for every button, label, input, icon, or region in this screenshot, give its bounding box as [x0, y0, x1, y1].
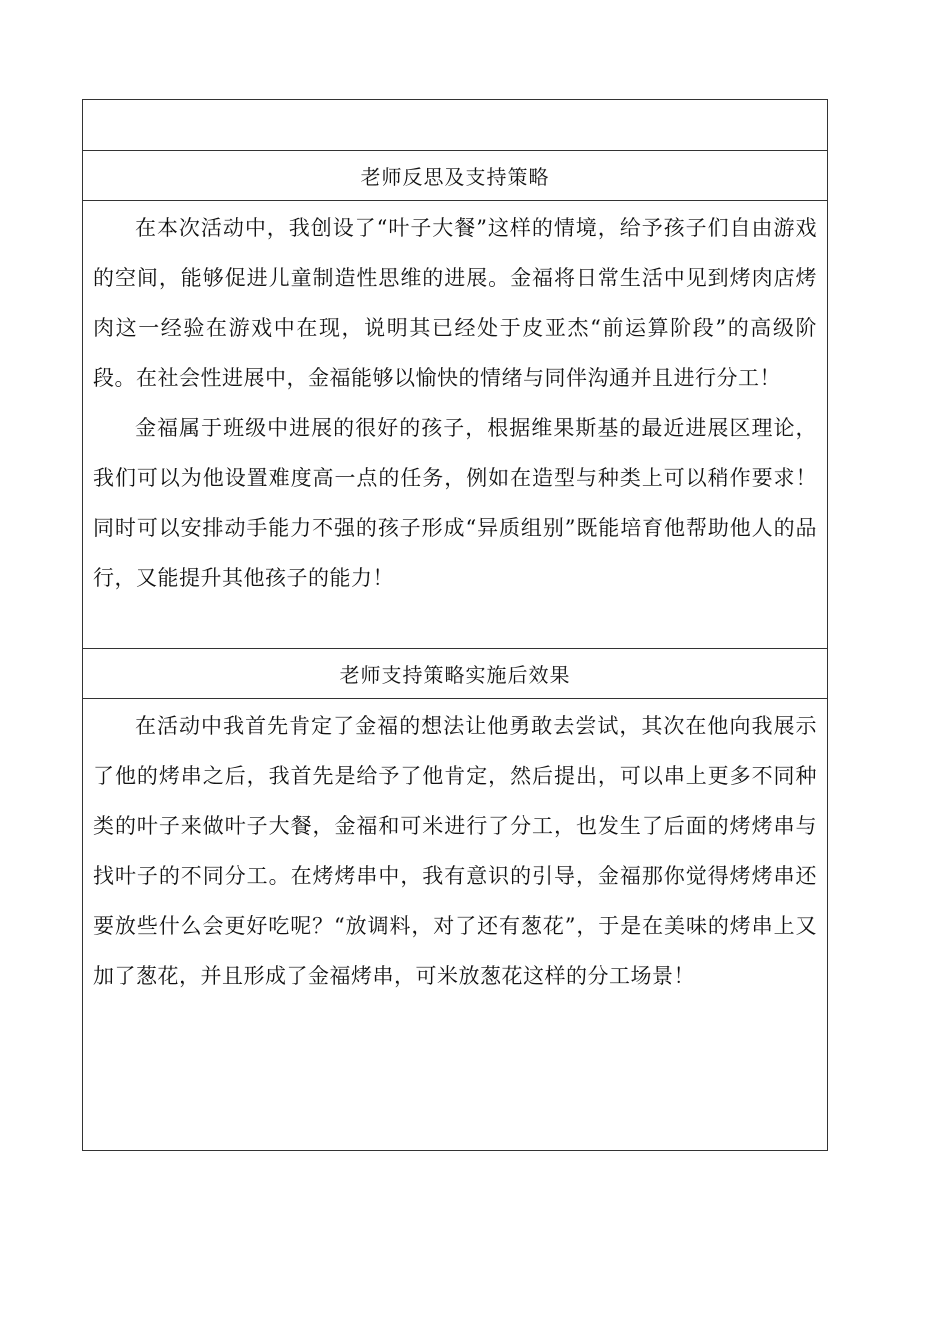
section-heading-reflection — [83, 151, 827, 201]
effect-heading-text: 老师支持策略实施后效果 — [339, 663, 571, 687]
reflection-body — [83, 201, 827, 649]
reflection-heading-text: 老师反思及支持策略 — [360, 165, 550, 189]
reflection-paragraph-1: 在本次活动中，我创设了“叶子大餐”这样的情境，给予孩子们自由游戏的空间，能够促进儿童制造性思维的进展。金福将日常生活中见到烤肉店烤肉这一经验在游戏中在现，说明其已经处于皮亚杰“前运算阶段”的高级阶段。在社会性进展中，金福能够以愉快的情绪与同伴沟通并且进行分工！ — [93, 216, 817, 390]
effect-body — [83, 699, 827, 1150]
effect-paragraph-1: 在活动中我首先肯定了金福的想法让他勇敢去尝试，其次在他向我展示了他的烤串之后，我首先是给予了他肯定，然后提出，可以串上更多不同种类的叶子来做叶子大餐，金福和可米进行了分工，也发生了后面的烤烤串与找叶子的不同分工。在烤烤串中，我有意识的引导，金福那你觉得烤烤串还要放些什么会更好吃呢？“放调料，对了还有葱花”，于是在美味的烤串上又加了葱花，并且形成了金福烤串，可米放葱花这样的分工场景！ — [93, 714, 817, 988]
empty-top-row — [83, 100, 827, 151]
reflection-paragraph-2: 金福属于班级中进展的很好的孩子，根据维果斯基的最近进展区理论，我们可以为他设置难度高一点的任务，例如在造型与种类上可以稍作要求！同时可以安排动手能力不强的孩子形成“异质组别”既能培育他帮助他人的品行，又能提升其他孩子的能力！ — [93, 416, 817, 590]
section-heading-effect — [83, 649, 827, 699]
reflection-table — [82, 99, 828, 1151]
